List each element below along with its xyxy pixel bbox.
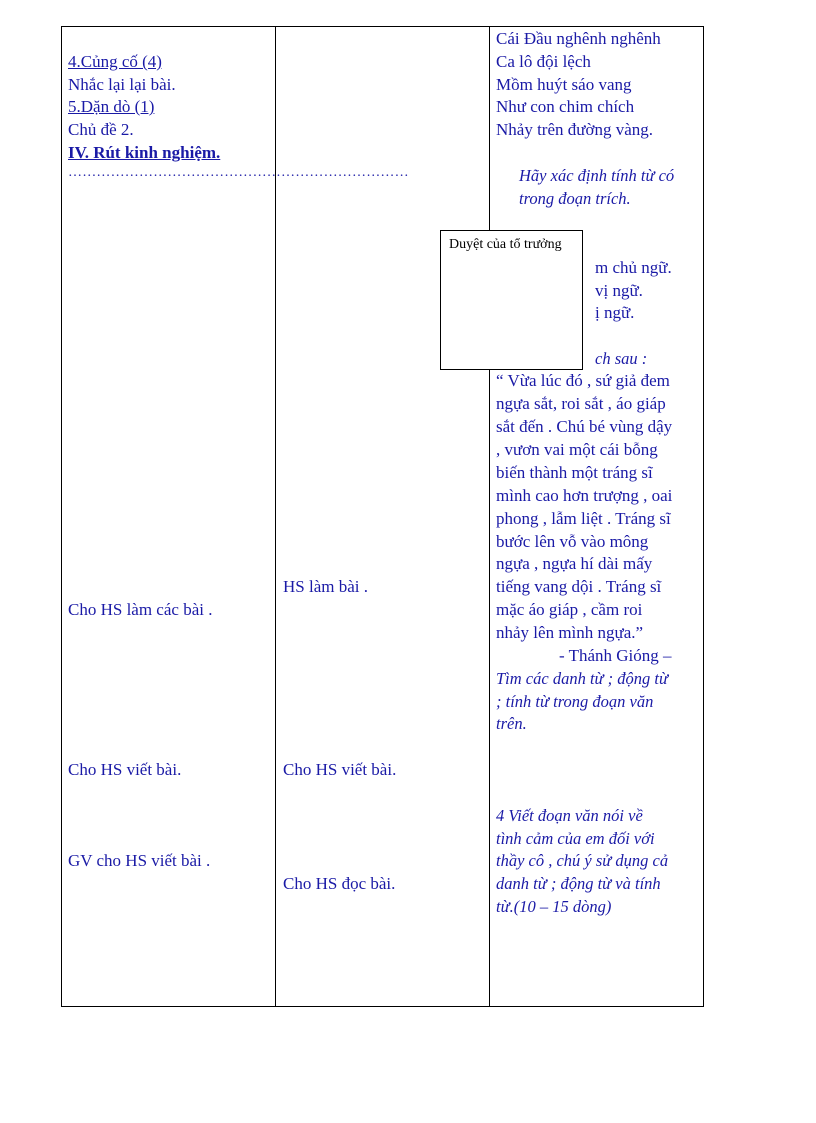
passage-line: ngựa sắt, roi sắt , áo giáp <box>496 394 666 413</box>
passage-line: nhảy lên mình ngựa.” <box>496 623 644 642</box>
passage-line: tiếng vang dội . Tráng sĩ <box>496 577 662 596</box>
passage-line: , vươn vai một cái bỗng <box>496 440 658 459</box>
passage-line: “ Vừa lúc đó , sứ giả đem <box>496 371 670 390</box>
partial-line: ị ngữ. <box>595 303 635 322</box>
task3-line: tình cảm của em đối với <box>496 829 655 848</box>
cho-hs-doc-text: Cho HS đọc bài. <box>283 874 396 893</box>
task1-line: Hãy xác định tính từ có <box>519 166 675 185</box>
passage-line: phong , lẫm liệt . Tráng sĩ <box>496 509 671 528</box>
poem-line: Nhảy trên đường vàng. <box>496 120 654 139</box>
column-divider-2 <box>489 26 490 1007</box>
task3-line: thầy cô , chú ý sử dụng cả <box>496 851 669 870</box>
dan-do-heading: 5.Dặn dò (1) <box>68 97 155 116</box>
hs-lam-bai-text: HS làm bài . <box>283 577 368 596</box>
task3-line: từ.(10 – 15 dòng) <box>496 897 612 916</box>
approval-label: Duyệt của tổ trưởng <box>449 237 562 252</box>
passage-line: biến thành một tráng sĩ <box>496 463 653 482</box>
task1-line: trong đoạn trích. <box>519 189 631 208</box>
task2-line: trên. <box>496 714 527 733</box>
partial-line: vị ngữ. <box>595 281 643 300</box>
cho-hs-lam-text: Cho HS làm các bài . <box>68 600 213 619</box>
rut-kinh-nghiem-heading: IV. Rút kinh nghiệm. <box>68 143 221 162</box>
approval-box <box>440 230 583 370</box>
cho-hs-viet-text: Cho HS viết bài. <box>68 760 182 779</box>
passage-line: ngựa , ngựa hí dài mấy <box>496 554 653 573</box>
source-line: - Thánh Gióng – <box>559 646 672 665</box>
task2-line: Tìm các danh từ ; động từ <box>496 669 668 688</box>
dotted-line: ……………………………………………………………… <box>68 165 409 180</box>
task3-line: danh từ ; động từ và tính <box>496 874 661 893</box>
cung-co-heading: 4.Củng cố (4) <box>68 52 162 71</box>
poem-line: Cái Đầu nghênh nghênh <box>496 29 661 48</box>
passage-line: bước lên vỗ vào mông <box>496 532 649 551</box>
task3-line: 4 Viết đoạn văn nói về <box>496 806 643 825</box>
passage-line: mình cao hơn trượng , oai <box>496 486 673 505</box>
chu-de-text: Chủ đề 2. <box>68 120 134 139</box>
passage-line: mặc áo giáp , cầm roi <box>496 600 643 619</box>
partial-line: m chủ ngữ. <box>595 258 672 277</box>
passage-line: sắt đến . Chú bé vùng dậy <box>496 417 673 436</box>
gv-cho-hs-viet-text: GV cho HS viết bài . <box>68 851 211 870</box>
col2-cho-hs-viet-text: Cho HS viết bài. <box>283 760 397 779</box>
poem-line: Như con chim chích <box>496 97 635 116</box>
nhac-lai-text: Nhắc lại lại bài. <box>68 75 176 94</box>
poem-line: Mồm huýt sáo vang <box>496 75 632 94</box>
partial-line: ch sau : <box>595 349 648 368</box>
poem-line: Ca lô đội lệch <box>496 52 591 71</box>
task2-line: ; tính từ trong đoạn văn <box>496 692 654 711</box>
